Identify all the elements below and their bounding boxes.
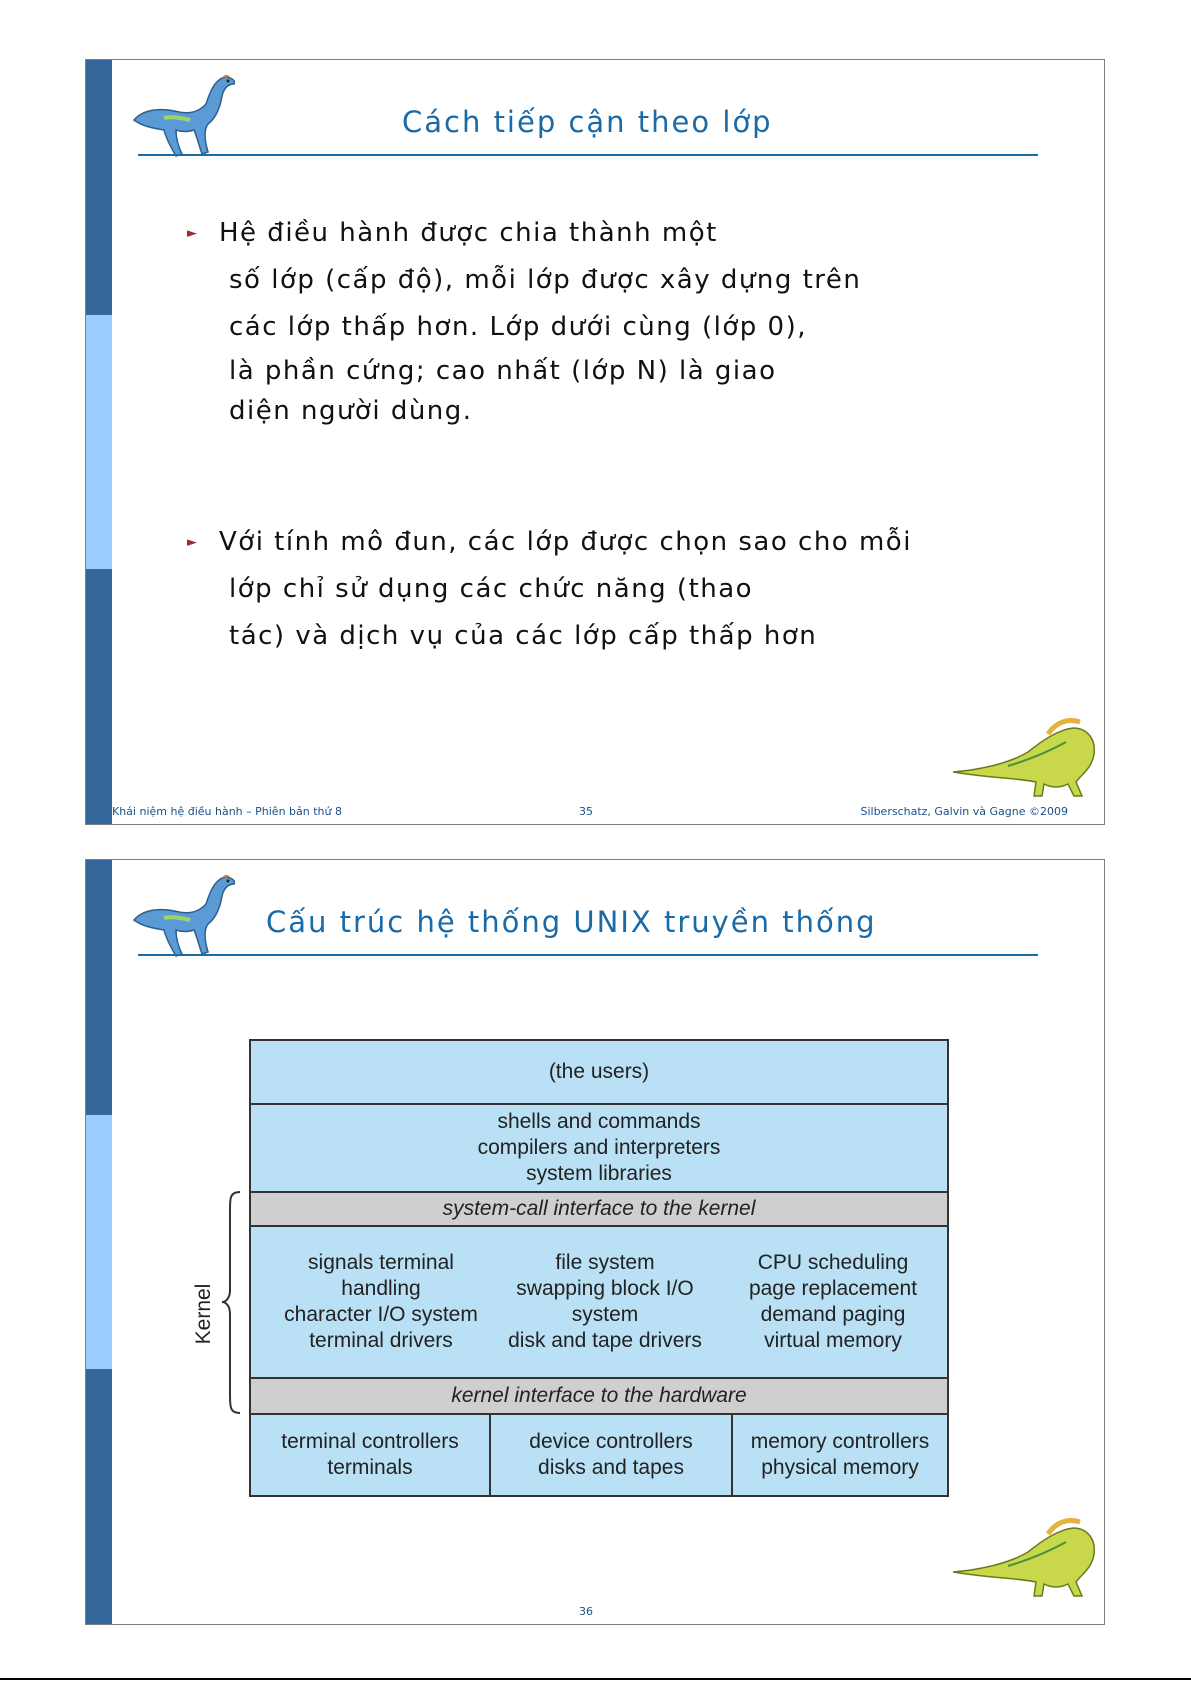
- footer-course: Khái niệm hệ điều hành – Phiên bản thứ 8: [112, 805, 342, 818]
- kernel-col-1-line: handling: [341, 1277, 421, 1300]
- unix-structure-diagram: [249, 1039, 949, 1497]
- title-underline: [138, 154, 1038, 156]
- kernel-col-3-line: page replacement: [748, 1277, 918, 1300]
- kernel-col-3: [719, 1227, 947, 1377]
- hardware-interface-layer: [251, 1379, 947, 1415]
- kernel-col-2-line: file system: [555, 1251, 655, 1274]
- kernel-label: Kernel: [192, 1283, 215, 1345]
- controllers-col-3-line: memory controllers: [750, 1430, 930, 1453]
- controllers-col-1: [251, 1415, 491, 1495]
- kernel-col-1: [251, 1227, 511, 1377]
- kernel-col-3-line: demand paging: [760, 1303, 906, 1326]
- bullet-1-line-2: số lớp (cấp độ), mỗi lớp được xây dựng trên: [229, 265, 862, 295]
- slide-title: Cấu trúc hệ thống UNIX truyền thống: [266, 905, 877, 939]
- bullet-1-line-3: các lớp thấp hơn. Lớp dưới cùng (lớp 0),: [229, 312, 808, 342]
- shells-line-3: system libraries: [526, 1162, 672, 1185]
- footer-page-number: 36: [579, 1605, 593, 1618]
- controllers-col-1-line: terminals: [327, 1456, 413, 1479]
- bullet-2-line-2: lớp chỉ sử dụng các chức năng (thao: [229, 574, 754, 604]
- bullet-1-line-4: là phần cứng; cao nhất (lớp N) là giao: [229, 356, 777, 386]
- bullet-1-line-1: Hệ điều hành được chia thành một: [219, 218, 718, 248]
- bullet-marker-icon: ►: [187, 226, 199, 241]
- title-underline: [138, 954, 1038, 956]
- syscall-label: system-call interface to the kernel: [442, 1197, 756, 1220]
- controllers-layer: [251, 1415, 947, 1495]
- kernel-col-1-line: terminal drivers: [309, 1329, 453, 1352]
- kernel-col-2-line: swapping block I/O: [516, 1277, 694, 1300]
- left-stripe: [86, 60, 112, 824]
- kernel-col-3-line: virtual memory: [764, 1329, 902, 1352]
- dinosaur-logo-icon: [124, 868, 244, 960]
- controllers-col-2-line: disks and tapes: [538, 1456, 684, 1479]
- bullet-1: [187, 210, 1049, 431]
- next-slide-edge: [0, 1678, 1191, 1680]
- footer-page-number: 35: [579, 805, 593, 818]
- bullet-2-line-3: tác) và dịch vụ của các lớp cấp thấp hơn: [229, 621, 818, 651]
- slide-title: Cách tiếp cận theo lớp: [402, 105, 773, 139]
- syscall-interface-layer: [251, 1193, 947, 1227]
- kernel-layer: [251, 1227, 947, 1379]
- kernel-col-2: [491, 1227, 719, 1377]
- controllers-col-2: [491, 1415, 733, 1495]
- kernel-col-2-line: disk and tape drivers: [508, 1329, 702, 1352]
- slide-36: [85, 859, 1105, 1625]
- users-layer: [251, 1041, 947, 1105]
- left-stripe: [86, 860, 112, 1624]
- shells-line-1: shells and commands: [497, 1110, 701, 1133]
- dinosaur-logo-icon: [948, 712, 1098, 802]
- kernel-col-1-line: signals terminal: [308, 1251, 454, 1274]
- kernel-col-3-line: CPU scheduling: [757, 1251, 909, 1274]
- shells-layer: [251, 1105, 947, 1193]
- users-label: (the users): [548, 1060, 650, 1083]
- kernel-col-2-line: system: [571, 1303, 639, 1326]
- controllers-col-3: [733, 1415, 947, 1495]
- shells-line-2: compilers and interpreters: [477, 1136, 721, 1159]
- footer-authors: Silberschatz, Galvin và Gagne ©2009: [860, 805, 1068, 818]
- controllers-col-2-line: device controllers: [529, 1430, 693, 1453]
- slide-35: [85, 59, 1105, 825]
- bullet-2: [187, 519, 1049, 660]
- bullet-2-line-1: Với tính mô đun, các lớp được chọn sao cho mỗi: [219, 527, 912, 557]
- dinosaur-logo-icon: [948, 1512, 1098, 1602]
- hardware-interface-label: kernel interface to the hardware: [451, 1384, 747, 1407]
- kernel-col-1-line: character I/O system: [284, 1303, 478, 1326]
- controllers-col-1-line: terminal controllers: [281, 1430, 459, 1453]
- bullet-marker-icon: ►: [187, 535, 199, 550]
- dinosaur-logo-icon: [124, 68, 244, 160]
- controllers-col-3-line: physical memory: [761, 1456, 919, 1479]
- kernel-brace-icon: [220, 1190, 242, 1415]
- bullet-1-line-5: diện người dùng.: [229, 396, 473, 426]
